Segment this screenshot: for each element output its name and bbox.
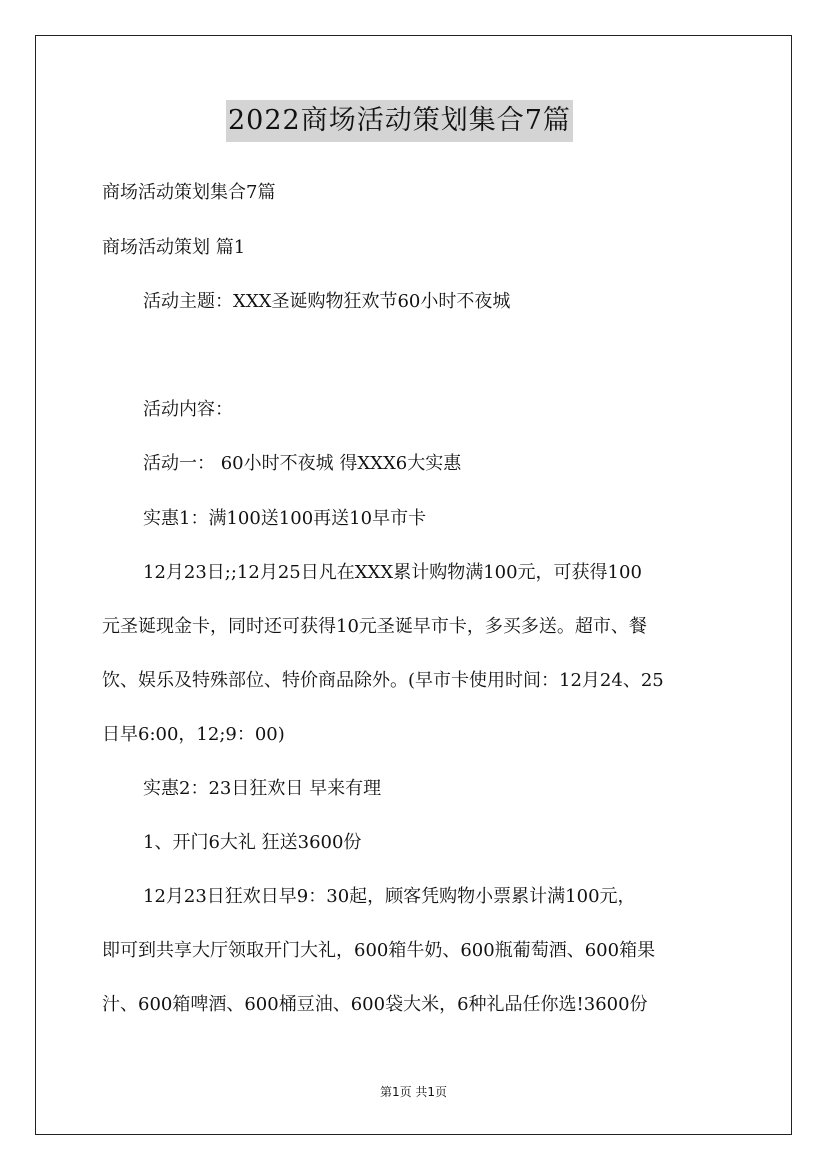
paragraph-line: 活动内容： bbox=[143, 399, 233, 420]
paragraph-line: 活动主题：XXX圣诞购物狂欢节60小时不夜城 bbox=[143, 291, 511, 312]
subtitle-line: 商场活动策划集合7篇 bbox=[102, 182, 276, 203]
paragraph-line: 即可到共享大厅领取开门大礼，600箱牛奶、600瓶葡萄酒、600箱果 bbox=[102, 940, 656, 961]
page-number-footer: 第1页 共1页 bbox=[379, 1085, 448, 1099]
section-heading: 商场活动策划 篇1 bbox=[102, 237, 246, 258]
paragraph-line: 12月23日狂欢日早9：30起，顾客凭购物小票累计满100元， bbox=[143, 886, 636, 907]
paragraph-line: 实惠2：23日狂欢日 早来有理 bbox=[143, 778, 382, 799]
document-title: 2022商场活动策划集合7篇 bbox=[226, 100, 573, 142]
paragraph-line: 元圣诞现金卡，同时还可获得10元圣诞早市卡，多买多送。超市、餐 bbox=[102, 616, 647, 637]
paragraph-line: 汁、600箱啤酒、600桶豆油、600袋大米，6种礼品任你选!3600份 bbox=[102, 994, 648, 1015]
paragraph-line: 12月23日;;12月25日凡在XXX累计购物满100元，可获得100 bbox=[143, 562, 642, 583]
paragraph-line: 日早6:00，12;9：00) bbox=[102, 724, 285, 745]
paragraph-line: 活动一： 60小时不夜城 得XXX6大实惠 bbox=[143, 453, 462, 474]
paragraph-line: 实惠1：满100送100再送10早市卡 bbox=[143, 508, 427, 529]
paragraph-line: 饮、娱乐及特殊部位、特价商品除外。(早市卡使用时间：12月24、25 bbox=[102, 670, 664, 691]
paragraph-line: 1、开门6大礼 狂送3600份 bbox=[143, 832, 362, 853]
